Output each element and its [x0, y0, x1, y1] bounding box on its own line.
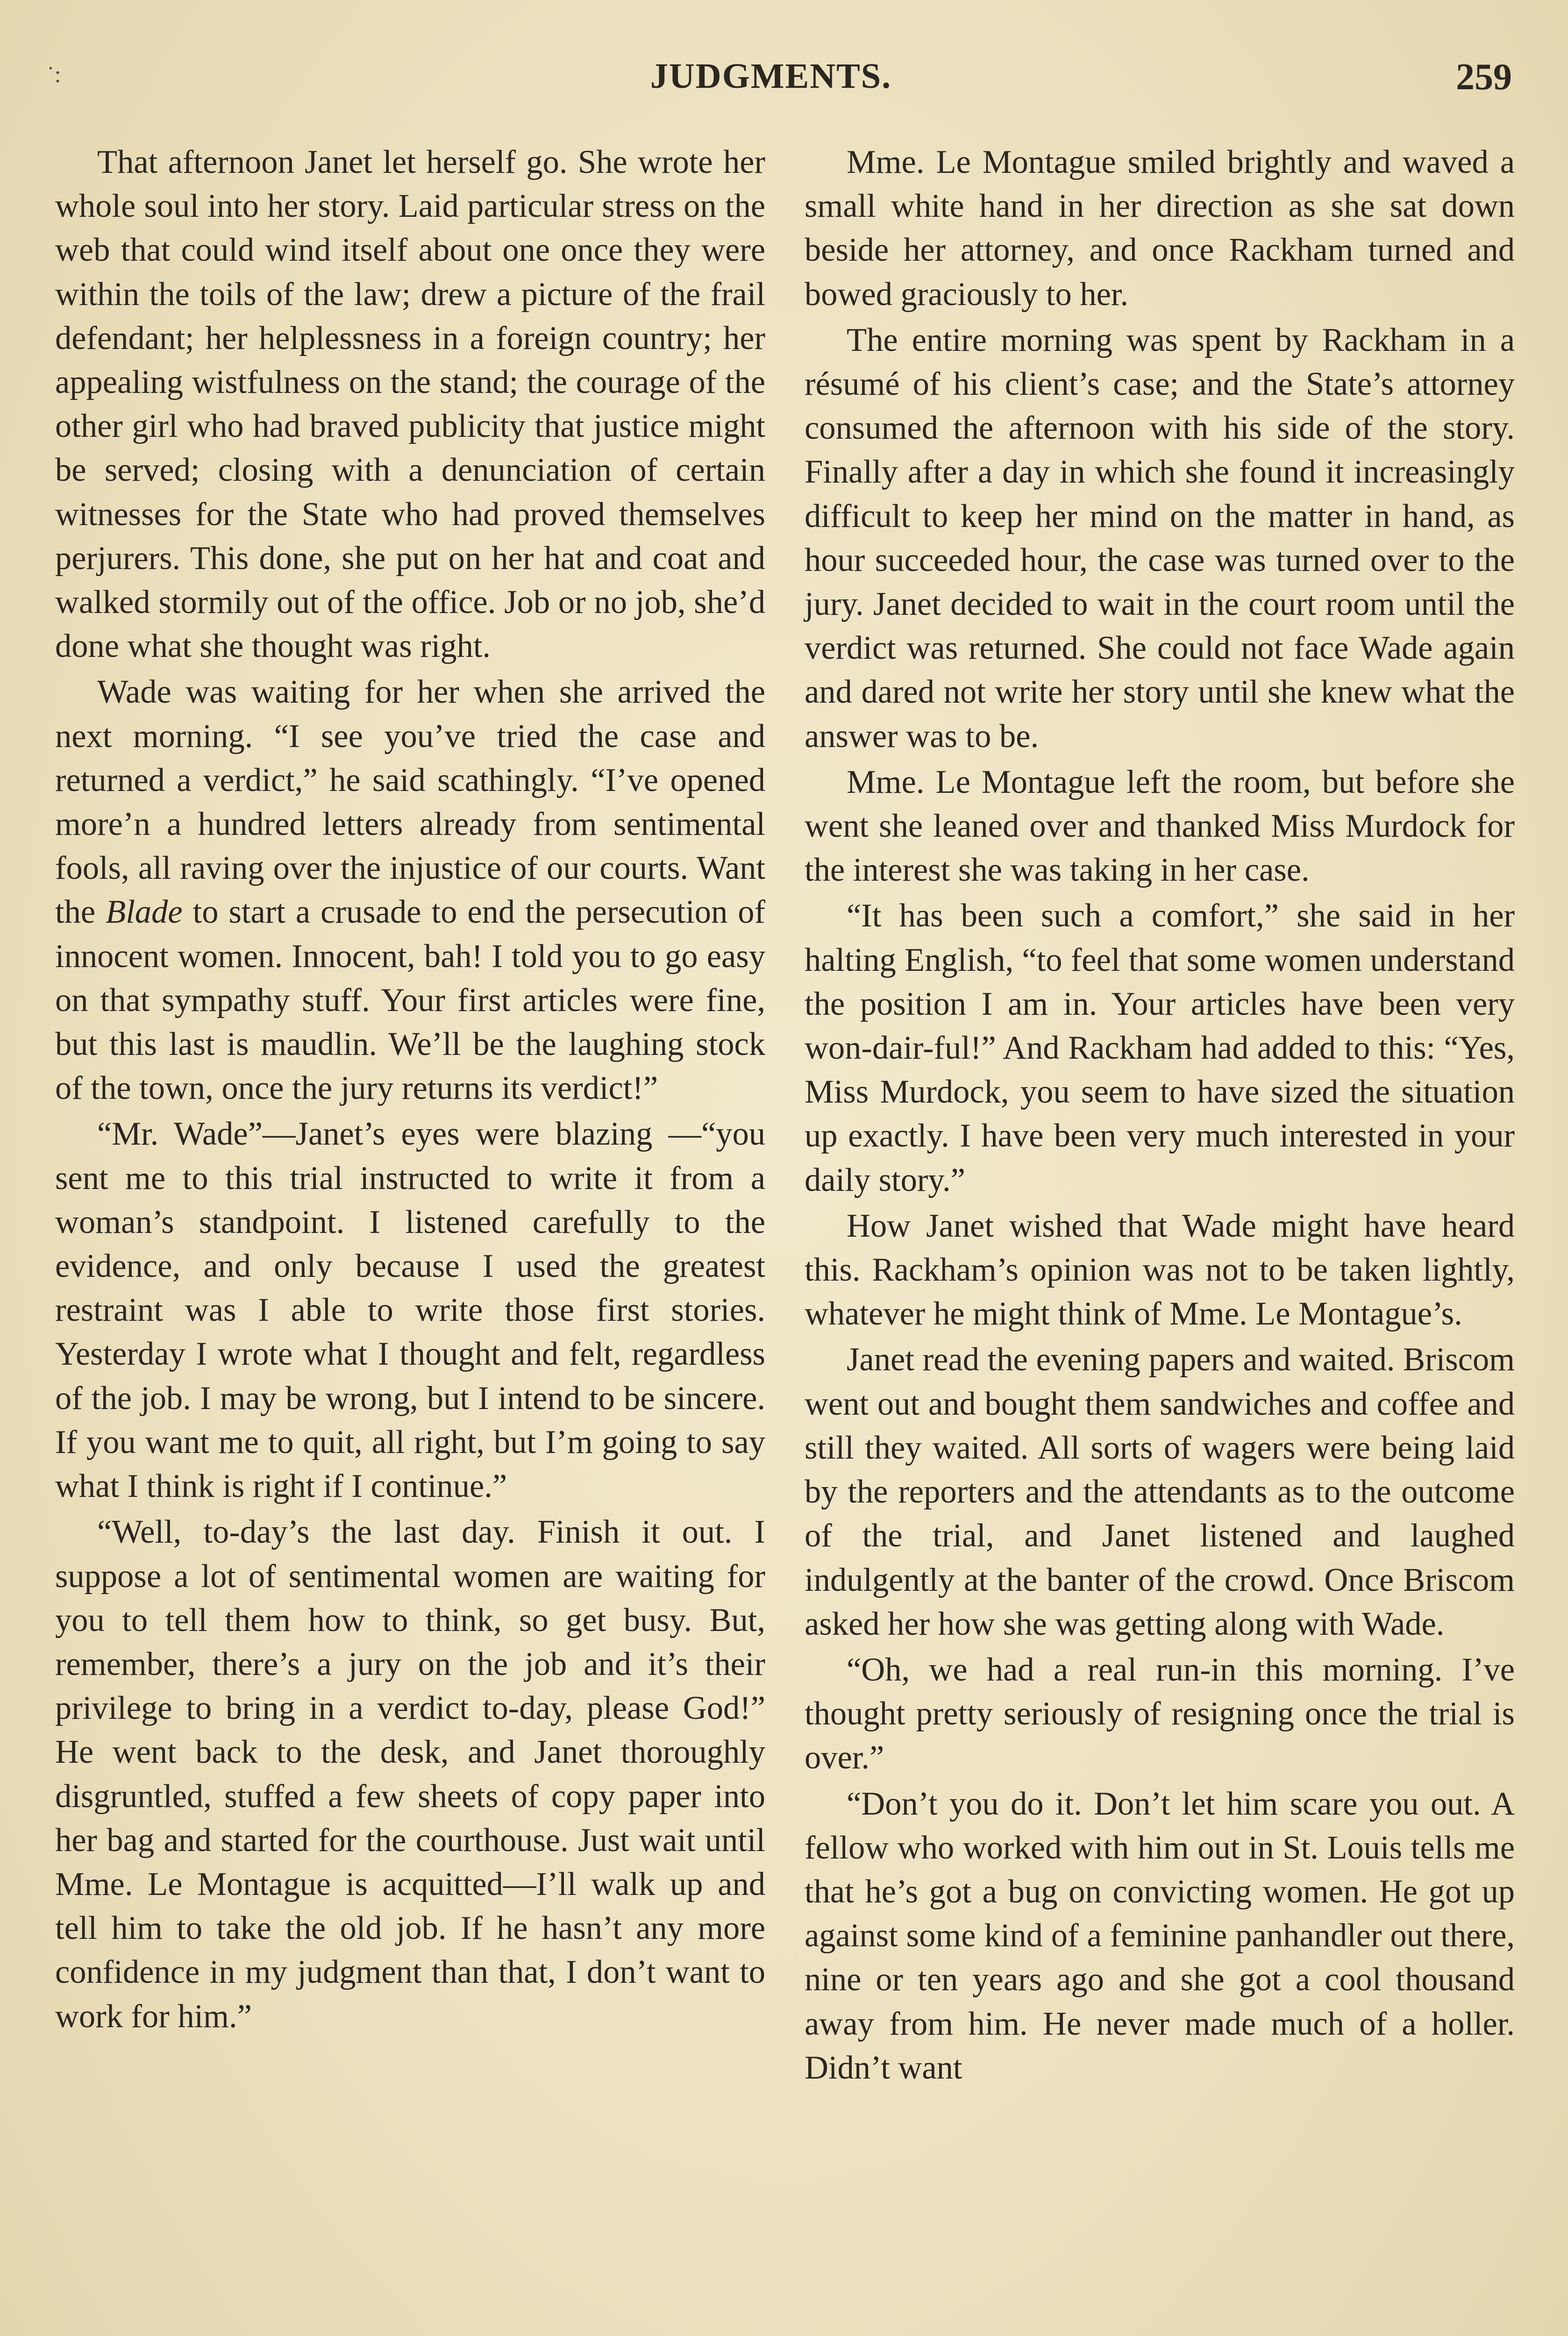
left-column: [55, 140, 765, 2038]
paragraph: How Janet wished that Wade might have heard this. Rackham’s opinion was not to be taken lightly, whatever he might think of Mme. Le Montague’s.: [805, 1207, 1515, 1332]
newspaper-name: Blade: [106, 894, 183, 931]
paragraph: Mme. Le Montague smiled brightly and waved a small white hand in her direction as she sat down beside her attorney, and once Rackham turned and bowed graciously to her.: [805, 144, 1515, 313]
right-column: [805, 140, 1515, 2090]
paragraph: The entire morning was spent by Rackham in a résumé of his client’s case; and the State’s attorney consumed the afternoon with his side of the story. Finally after a day in which she found it increasingly difficult to keep her mind on the matter in hand, as hour succeeded hour, the case was turned over to the jury. Janet decided to wait in the court room until the verdict was returned. She could not face Wade again and dared not write her story until she knew what the answer was to be.: [805, 321, 1515, 755]
paragraph: “Well, to-day’s the last day. Finish it out. I suppose a lot of sentimental women are waiting for you to tell them how to think, so get busy. But, remember, there’s a jury on the job and it’s their privilege to bring in a verdict to-day, please God!” He went back to the desk, and Janet thoroughly disgruntled, stuffed a few sheets of copy paper into her bag and started for the courthouse. Just wait until Mme. Le Montague is acquitted—I’ll walk up and tell him to take the old job. If he hasn’t any more confidence in my judgment than that, I don’t want to work for him.”: [55, 1514, 765, 2035]
paragraph: [55, 670, 765, 1110]
paragraph: “Don’t you do it. Don’t let him scare you out. A fellow who worked with him out in St. Louis tells me that he’s got a bug on convicting women. He got up against some kind of a feminine panhandler out there, nine or ten years ago and she got a cool thousand away from him. He never made much of a holler. Didn’t want: [805, 1785, 1515, 2086]
paragraph: Mme. Le Montague left the room, but before she went she leaned over and thanked Miss Murdock for the interest she was taking in her case.: [805, 763, 1515, 889]
paragraph: That afternoon Janet let herself go. She wrote her whole soul into her story. Laid particular stress on the web that could wind itself about one once they were within the toils of the law; drew a picture of the frail defendant; her helplessness in a foreign country; her appealing wistfulness on the stand; the courage of the other girl who had braved publicity that justice might be served; closing with a denunciation of certain witnesses for the State who had proved themselves perjurers. This done, she put on her hat and coat and walked stormily out of the office. Job or no job, she’d done what she thought was right.: [55, 144, 765, 665]
paragraph: “Oh, we had a real run-in this morning. I’ve thought pretty seriously of resigning once the trial is over.”: [805, 1651, 1515, 1776]
paragraph-text: to start a crusade to end the persecution of innocent women. Innocent, bah! I told you to go easy on that sympathy stuff. Your first articles were fine, but this last is maudlin. We’ll be the laughing stock of the town, once the jury returns its verdict!”: [55, 894, 765, 1107]
paragraph: “It has been such a comfort,” she said in her halting English, “to feel that some women understand the position I am in. Your articles have been very won-dair-ful!” And Rackham had added to this: “Yes, Miss Murdock, you seem to have sized the situation up exactly. I have been very much interested in your daily story.”: [805, 897, 1515, 1198]
paragraph: “Mr. Wade”—Janet’s eyes were blazing —“you sent me to this trial instructed to write it from a woman’s standpoint. I listened carefully to the evidence, and only because I used the greatest restraint was I able to write those first stories. Yesterday I wrote what I thought and felt, regardless of the job. I may be wrong, but I intend to be sincere. If you want me to quit, all right, but I’m going to say what I think is right if I continue.”: [55, 1116, 765, 1505]
paragraph-text: Wade was waiting for her when she arrived the next morning. “I see you’ve tried the case and returned a verdict,” he said scathingly. “I’ve opened more’n a hundred letters already from sentimental fools, all raving over the injustice of our courts. Want the: [55, 674, 765, 931]
page-number: 259: [1456, 57, 1512, 98]
running-header: [0, 56, 1568, 112]
corner-mark: ˙:: [47, 61, 61, 87]
paragraph: Janet read the evening papers and waited. Briscom went out and bought them sandwiches and coffee and still they waited. All sorts of wagers were being laid by the reporters and the attendants as to the outcome of the trial, and Janet listened and laughed indulgently at the banter of the crowd. Once Briscom asked her how she was getting along with Wade.: [805, 1341, 1515, 1642]
running-head-title: JUDGMENTS.: [650, 57, 892, 96]
